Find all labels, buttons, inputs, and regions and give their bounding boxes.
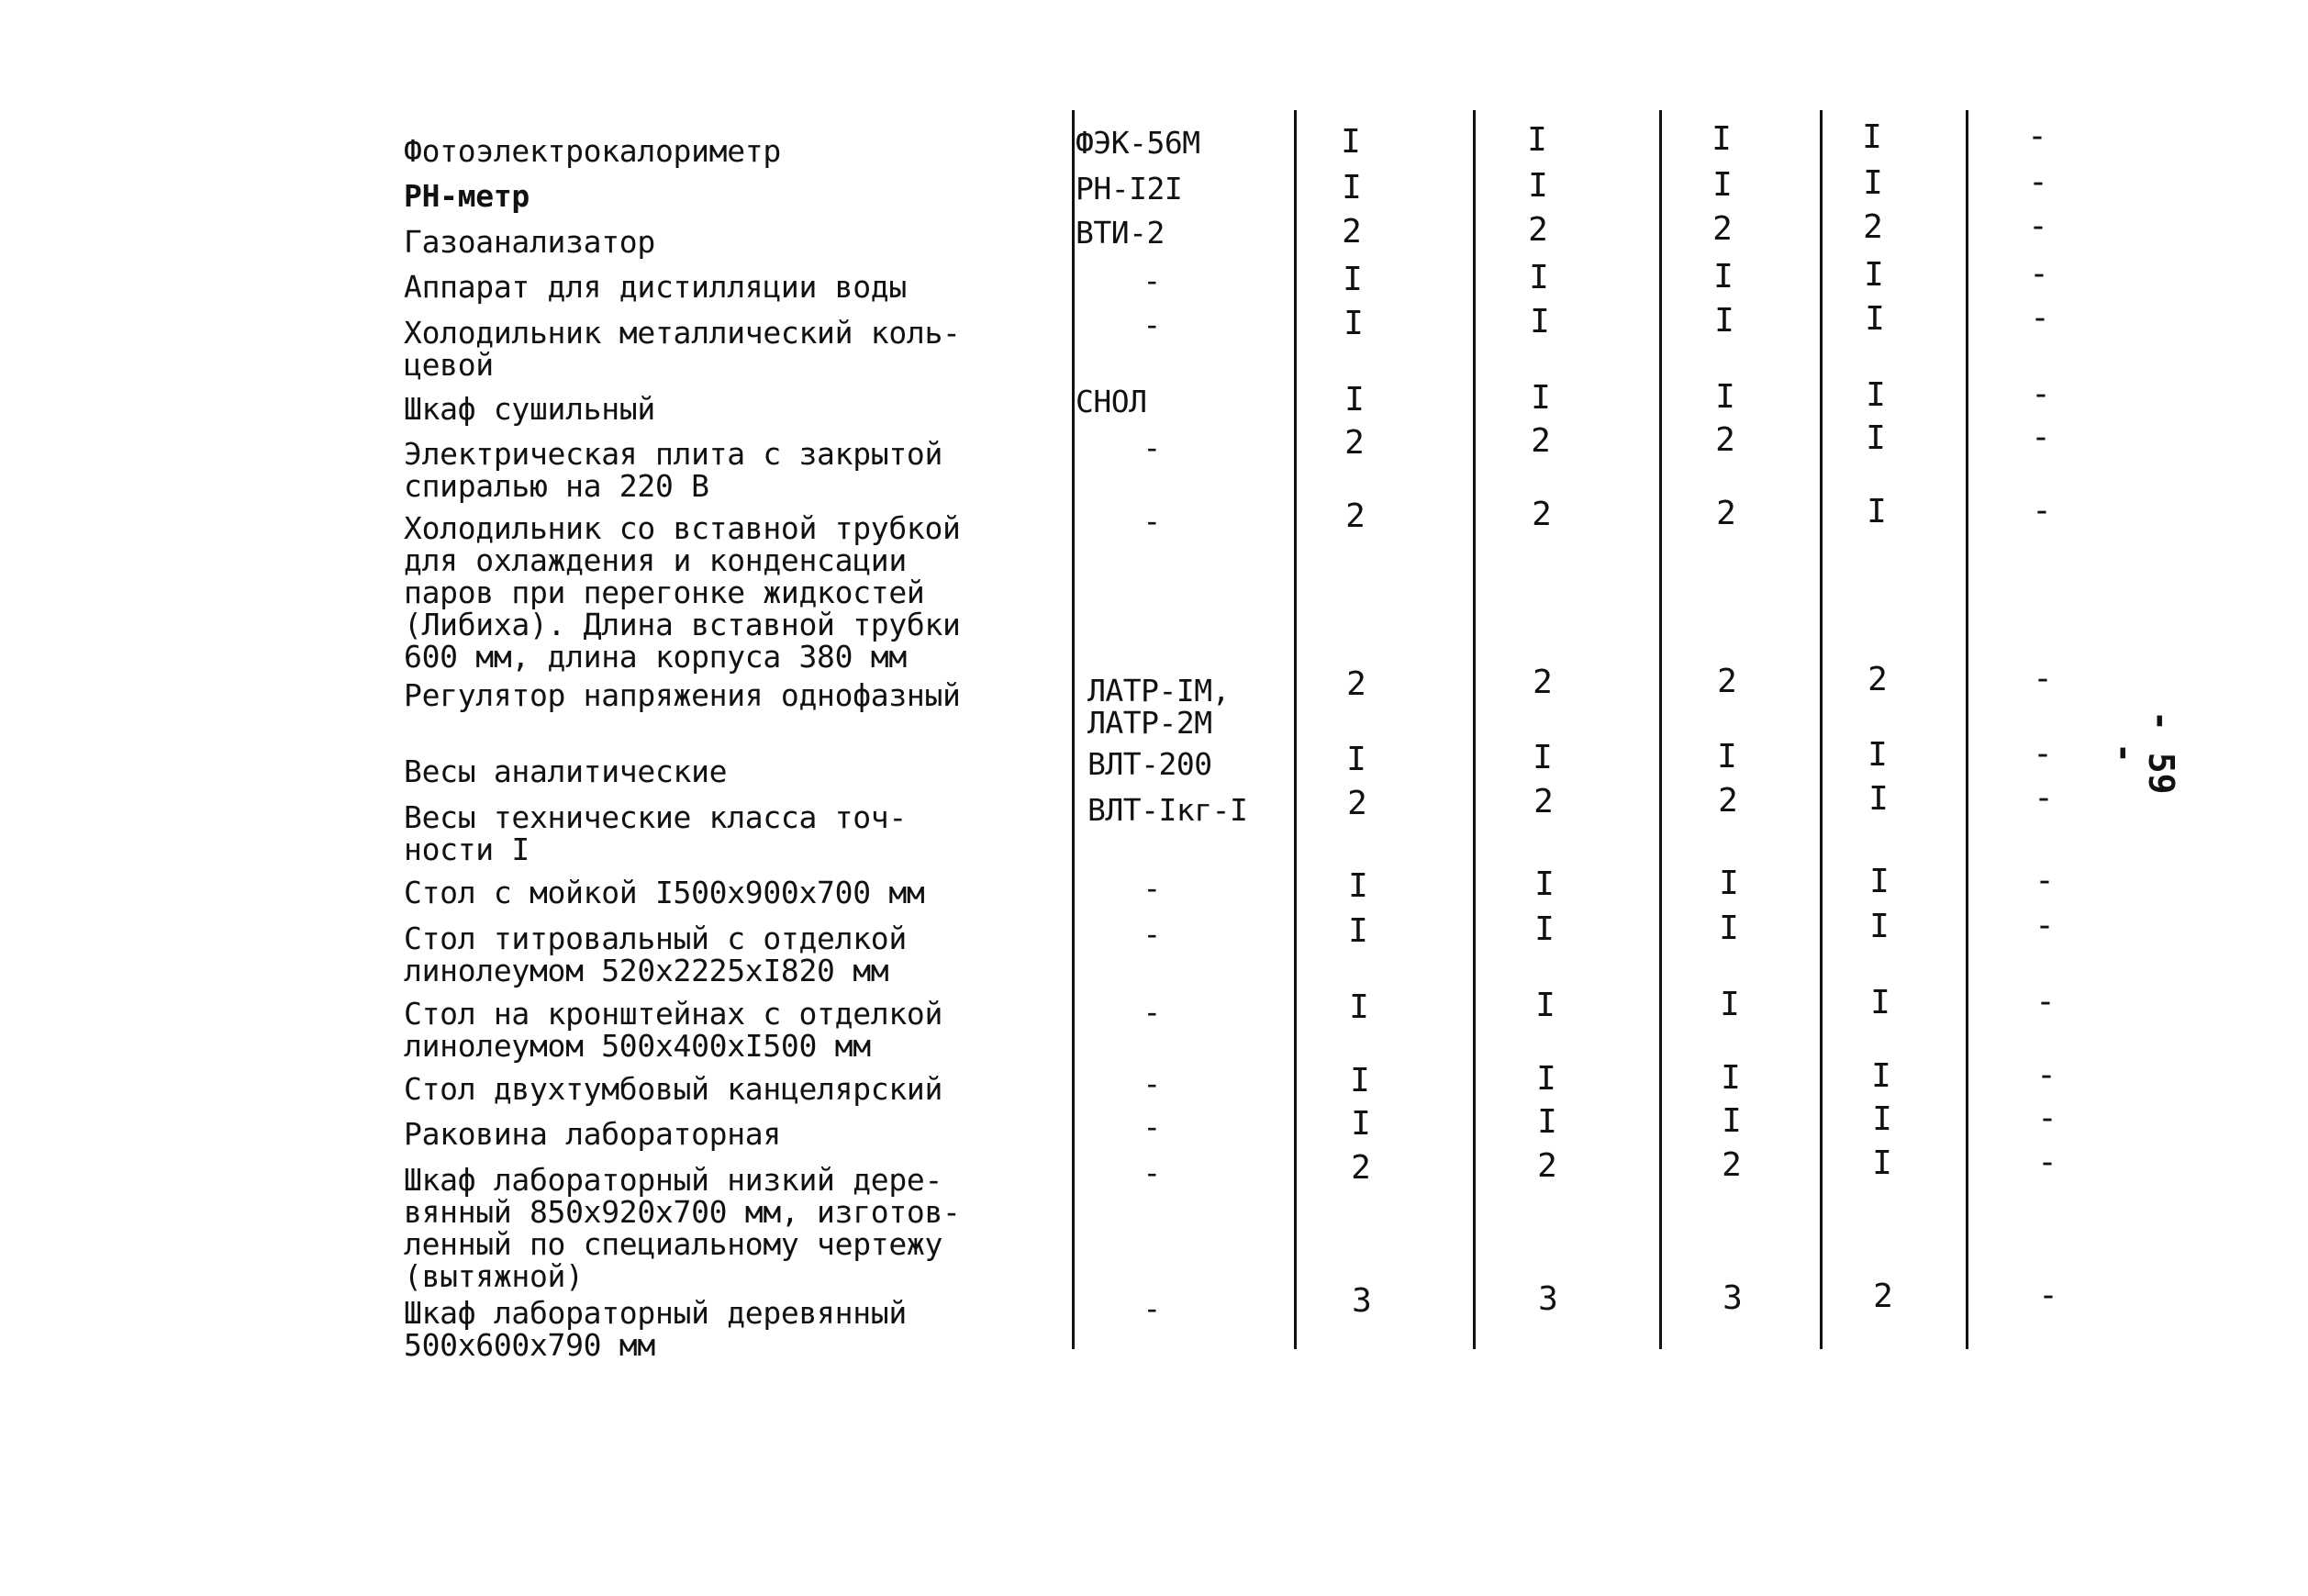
quantity-cell: 2 [1345,497,1366,535]
quantity-cell: - [2035,907,2055,944]
quantity-cell: 2 [1344,424,1365,462]
quantity-cell: - [2027,117,2047,155]
quantity-cell: I [1534,865,1555,903]
equipment-name: Электрическая плита с закрытой спиралью на 220 В [404,436,943,504]
quantity-cell: I [1350,1062,1370,1099]
quantity-cell: I [1536,1060,1556,1098]
equipment-model: ЛАТР-IМ, ЛАТР-2М [1087,673,1230,741]
quantity-cell: - [2038,1277,2058,1314]
quantity-cell: I [1534,910,1555,948]
equipment-model: ВТИ-2 [1076,215,1165,251]
quantity-cell: - [2029,255,2049,293]
quantity-cell: I [1866,376,1886,414]
quantity-cell: - [2036,1056,2057,1094]
quantity-cell: I [1349,988,1369,1026]
quantity-cell: I [1529,259,1549,296]
equipment-name: Раковина лабораторная [404,1116,781,1152]
quantity-cell: I [1862,118,1882,156]
quantity-cell: I [1872,1144,1892,1182]
equipment-name: Стол с мойкой I500х900х700 мм [404,875,925,910]
column-divider [1966,110,1968,1349]
quantity-cell: I [1869,863,1890,900]
quantity-cell: - [2031,419,2051,456]
quantity-cell: I [1866,419,1886,457]
equipment-model: - [1143,503,1161,539]
equipment-model: - [1143,1155,1161,1190]
equipment-model: РН-I2I [1076,171,1183,206]
quantity-cell: 2 [1868,661,1888,698]
quantity-cell: I [1871,1057,1891,1095]
quantity-cell: I [1719,910,1739,947]
column-divider [1659,110,1662,1349]
equipment-model: - [1143,1109,1161,1144]
quantity-cell: I [1348,867,1368,905]
quantity-cell: I [1342,169,1362,206]
quantity-cell: I [1531,379,1551,417]
quantity-cell: 2 [1712,210,1733,248]
equipment-name: Весы технические класса точ- ности I [404,799,907,867]
quantity-cell: I [1872,1100,1892,1138]
quantity-cell: I [1528,167,1548,205]
quantity-cell: 2 [1528,211,1548,249]
quantity-cell: I [1712,166,1733,204]
quantity-cell: - [2037,1144,2057,1181]
equipment-model: - [1143,1066,1161,1101]
quantity-cell: I [1351,1105,1371,1143]
quantity-cell: I [1714,302,1734,340]
quantity-cell: 2 [1715,421,1735,459]
quantity-cell: I [1868,736,1888,774]
equipment-name: Газоанализатор [404,224,655,260]
quantity-cell: I [1537,1103,1557,1141]
quantity-cell: I [1864,256,1884,294]
equipment-name: Аппарат для дистилляции воды [404,269,907,305]
equipment-name: Холодильник со вставной трубкой для охлаждения и конденсации паров при перегонке жидкостей (Либиха). Длина вставной трубки 600 мм, длина корпуса 380 мм [404,510,961,675]
quantity-cell: 2 [1716,495,1736,532]
quantity-cell: I [1533,739,1553,776]
quantity-cell: - [2035,862,2055,899]
equipment-model: ВЛТ-200 [1087,746,1212,782]
equipment-name: Шкаф лабораторный низкий дере- вянный 850х920х700 мм, изготов- ленный по специальному чертежу (вытяжной) [404,1162,961,1294]
equipment-model: СНОЛ [1076,384,1147,419]
quantity-cell: - [2033,660,2053,698]
equipment-model: ФЭК-56М [1076,125,1200,161]
quantity-cell: 2 [1342,213,1362,251]
quantity-cell: 3 [1723,1279,1743,1317]
equipment-name: РН-метр [404,178,530,214]
quantity-cell: I [1717,738,1737,776]
quantity-cell: 2 [1531,422,1551,460]
column-divider [1072,110,1075,1349]
quantity-cell: - [2030,299,2050,337]
quantity-cell: I [1863,164,1883,202]
quantity-cell: - [2031,375,2051,413]
quantity-cell: - [2034,779,2054,817]
equipment-name: Стол титровальный с отделкой линолеумом 520х2225хI820 мм [404,921,907,988]
quantity-cell: 2 [1873,1278,1893,1315]
equipment-name: Фотоэлектрокалориметр [404,133,781,169]
quantity-cell: 2 [1532,496,1552,533]
quantity-cell: I [1344,305,1364,342]
equipment-model: - [1143,994,1161,1030]
equipment-name: Стол двухтумбовый канцелярский [404,1071,943,1107]
quantity-cell: I [1715,378,1735,416]
equipment-name: Регулятор напряжения однофазный [404,677,961,713]
quantity-cell: 2 [1718,782,1738,820]
quantity-cell: I [1867,493,1887,530]
equipment-name: Стол на кронштейнах с отделкой линолеумом 500х400хI500 мм [404,996,943,1064]
column-divider [1473,110,1476,1349]
quantity-cell: I [1720,986,1740,1023]
quantity-cell: I [1346,741,1366,778]
quantity-cell: - [2032,492,2052,530]
quantity-cell: 3 [1538,1280,1558,1318]
quantity-cell: 2 [1533,664,1553,701]
quantity-cell: I [1344,381,1365,419]
quantity-cell: I [1530,303,1550,340]
quantity-cell: I [1535,987,1555,1024]
equipment-model: - [1143,916,1161,952]
quantity-cell: - [2035,983,2056,1021]
column-divider [1820,110,1823,1349]
quantity-cell: I [1527,121,1547,159]
quantity-cell: 2 [1351,1149,1371,1187]
quantity-cell: - [2037,1099,2057,1137]
equipment-name: Весы аналитические [404,753,728,789]
quantity-cell: I [1711,120,1732,158]
quantity-cell: I [1721,1059,1741,1097]
quantity-cell: 2 [1863,208,1883,246]
quantity-cell: 2 [1537,1147,1557,1185]
quantity-cell: 2 [1717,663,1737,700]
equipment-name: Шкаф лабораторный деревянный 500х600х790 мм [404,1295,907,1363]
equipment-model: - [1143,870,1161,906]
quantity-cell: I [1341,123,1361,161]
page-number: - 59 - [2104,710,2181,795]
quantity-cell: I [1348,912,1368,950]
quantity-cell: 2 [1533,783,1554,820]
quantity-cell: I [1343,261,1363,298]
equipment-model: - [1143,1290,1161,1326]
quantity-cell: 2 [1347,785,1367,822]
equipment-model: - [1143,307,1161,342]
quantity-cell: I [1865,300,1885,338]
equipment-model: - [1143,430,1161,465]
quantity-cell: - [2028,163,2048,201]
quantity-cell: 2 [1722,1146,1742,1184]
equipment-name: Холодильник металлический коль- цевой [404,315,961,383]
equipment-name: Шкаф сушильный [404,391,655,427]
quantity-cell: - [2028,207,2048,245]
equipment-model: - [1143,262,1161,298]
quantity-cell: I [1713,258,1734,296]
quantity-cell: 3 [1352,1282,1372,1320]
equipment-model: ВЛТ-Iкг-I [1087,792,1248,828]
quantity-cell: - [2033,735,2053,773]
quantity-cell: I [1869,908,1890,945]
quantity-cell: I [1719,865,1739,902]
quantity-cell: I [1722,1102,1742,1140]
quantity-cell: 2 [1346,665,1366,703]
quantity-cell: I [1868,780,1889,818]
quantity-cell: I [1870,984,1890,1021]
